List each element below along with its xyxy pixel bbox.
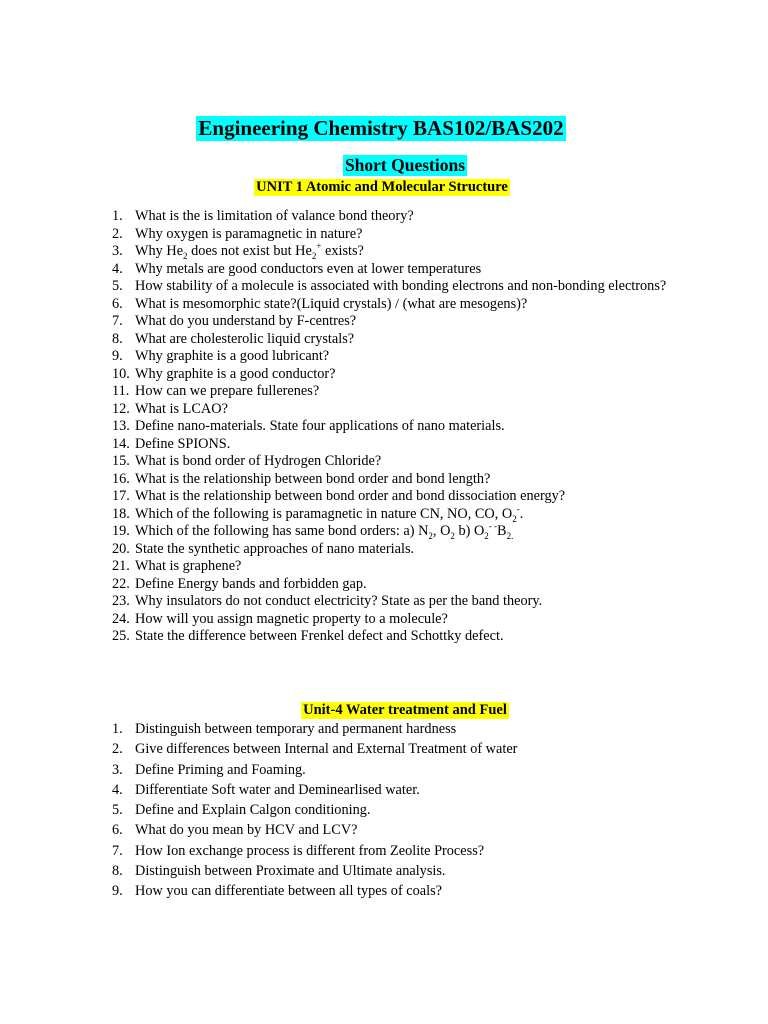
question-text: Give differences between Internal and External Treatment of water bbox=[135, 741, 518, 758]
question-text-part: B bbox=[497, 523, 507, 539]
document-title: Engineering Chemistry BAS102/BAS202 bbox=[198, 116, 564, 140]
unit4-question-list bbox=[112, 719, 672, 902]
question-item bbox=[112, 278, 672, 296]
question-text: What is mesomorphic state?(Liquid crystals) / (what are mesogens)? bbox=[135, 295, 528, 312]
question-text: How can we prepare fullerenes? bbox=[135, 383, 320, 399]
question-number: 18. bbox=[112, 505, 130, 522]
question-text: What is bond order of Hydrogen Chloride? bbox=[135, 453, 382, 469]
question-text: Why graphite is a good conductor? bbox=[135, 365, 336, 382]
question-text-part: Why He bbox=[135, 243, 184, 259]
question-text-part: Which of the following is paramagnetic in nature CN, NO, CO, O bbox=[135, 505, 513, 522]
superscript-text: - - bbox=[488, 521, 498, 532]
question-item bbox=[112, 576, 672, 594]
question-number: 12. bbox=[112, 400, 130, 417]
question-number: 1. bbox=[112, 721, 123, 737]
question-item bbox=[112, 226, 672, 244]
subscript-text: 2 bbox=[311, 250, 317, 261]
question-item bbox=[112, 541, 672, 559]
question-item bbox=[112, 503, 672, 524]
question-text: What do you understand by F-centres? bbox=[135, 313, 357, 329]
question-number: 10. bbox=[112, 365, 130, 382]
question-text: Define SPIONS. bbox=[135, 435, 231, 452]
question-text: What is the relationship between bond order and bond length? bbox=[135, 470, 491, 487]
question-text-part: Which of the following has same bond orders: a) N bbox=[135, 523, 429, 539]
question-number: 8. bbox=[112, 863, 123, 880]
question-item bbox=[112, 611, 672, 629]
question-number: 22. bbox=[112, 575, 130, 592]
subscript-text: 2 bbox=[512, 513, 517, 524]
question-number: 16. bbox=[112, 470, 130, 487]
question-item bbox=[112, 383, 672, 401]
question-number: 2. bbox=[112, 225, 123, 242]
question-text: State the synthetic approaches of nano materials. bbox=[135, 540, 415, 557]
question-item bbox=[112, 780, 672, 800]
document-subtitle: Short Questions bbox=[344, 155, 466, 175]
question-item bbox=[112, 719, 672, 739]
question-item bbox=[112, 628, 672, 646]
question-item bbox=[112, 861, 672, 881]
question-number: 25. bbox=[112, 628, 130, 644]
question-number: 9. bbox=[112, 348, 123, 364]
question-item bbox=[112, 261, 672, 279]
question-text: Define nano-materials. State four applications of nano materials. bbox=[135, 418, 505, 434]
question-text: How stability of a molecule is associated with bonding electrons and non-bonding electrons? bbox=[135, 278, 667, 294]
question-number: 7. bbox=[112, 842, 123, 859]
question-text: Why graphite is a good lubricant? bbox=[135, 348, 330, 364]
question-item bbox=[112, 331, 672, 349]
unit1-question-list bbox=[112, 208, 672, 646]
question-item bbox=[112, 418, 672, 436]
question-number: 1. bbox=[112, 208, 123, 224]
question-item bbox=[112, 593, 672, 611]
question-item bbox=[112, 453, 672, 471]
question-text: Why insulators do not conduct electricity? State as per the band theory. bbox=[135, 593, 543, 609]
question-number: 23. bbox=[112, 593, 130, 609]
question-item bbox=[112, 366, 672, 384]
question-text-part: does not exist but He bbox=[187, 243, 312, 259]
subscript-text: 2. bbox=[506, 530, 514, 541]
question-number: 9. bbox=[112, 883, 123, 900]
question-text bbox=[135, 243, 364, 259]
question-text: What is the relationship between bond order and bond dissociation energy? bbox=[135, 488, 566, 504]
question-item bbox=[112, 800, 672, 820]
question-text: How will you assign magnetic property to a molecule? bbox=[135, 610, 448, 627]
question-number: 15. bbox=[112, 453, 130, 469]
question-item bbox=[112, 243, 672, 261]
question-number: 14. bbox=[112, 435, 130, 452]
question-text-part: , O bbox=[432, 523, 451, 539]
question-number: 5. bbox=[112, 802, 123, 819]
question-number: 3. bbox=[112, 243, 123, 259]
question-item bbox=[112, 313, 672, 331]
question-text: Define Energy bands and forbidden gap. bbox=[135, 575, 367, 592]
question-number: 6. bbox=[112, 295, 123, 312]
question-number: 21. bbox=[112, 558, 130, 574]
question-text: Define Priming and Foaming. bbox=[135, 761, 306, 778]
question-number: 19. bbox=[112, 523, 130, 539]
question-item bbox=[112, 296, 672, 314]
question-item bbox=[112, 471, 672, 489]
unit1-heading: UNIT 1 Atomic and Molecular Structure bbox=[256, 179, 508, 195]
question-item bbox=[112, 820, 672, 840]
question-text: What do you mean by HCV and LCV? bbox=[135, 822, 358, 839]
question-number: 17. bbox=[112, 488, 130, 504]
question-text: What are cholesterolic liquid crystals? bbox=[135, 330, 355, 347]
question-number: 5. bbox=[112, 278, 123, 294]
question-number: 20. bbox=[112, 540, 130, 557]
subscript-text: 2 bbox=[183, 250, 188, 261]
question-number: 2. bbox=[112, 741, 123, 758]
title-container bbox=[0, 116, 768, 141]
question-item bbox=[112, 881, 672, 901]
subscript-text: 2 bbox=[484, 530, 489, 541]
question-number: 24. bbox=[112, 610, 130, 627]
question-item bbox=[112, 488, 672, 506]
unit1-heading-container bbox=[0, 178, 768, 196]
question-text: Why metals are good conductors even at lower temperatures bbox=[135, 260, 482, 277]
question-number: 7. bbox=[112, 313, 123, 329]
question-item bbox=[112, 401, 672, 419]
question-number: 3. bbox=[112, 761, 123, 778]
question-text-part: b) O bbox=[454, 523, 485, 539]
question-text: What is graphene? bbox=[135, 558, 242, 574]
unit4-heading-container bbox=[0, 701, 768, 719]
question-item bbox=[112, 841, 672, 861]
superscript-text: - bbox=[516, 503, 520, 514]
question-number: 11. bbox=[112, 383, 130, 399]
question-number: 13. bbox=[112, 418, 130, 434]
question-number: 8. bbox=[112, 330, 123, 347]
question-text-part: exists? bbox=[321, 243, 364, 259]
question-text: How Ion exchange process is different from Zeolite Process? bbox=[135, 842, 485, 859]
superscript-text: + bbox=[316, 241, 322, 252]
question-item bbox=[112, 760, 672, 780]
question-item bbox=[112, 348, 672, 366]
question-text: How you can differentiate between all types of coals? bbox=[135, 883, 442, 900]
question-text: Why oxygen is paramagnetic in nature? bbox=[135, 225, 363, 242]
question-text: Define and Explain Calgon conditioning. bbox=[135, 802, 371, 819]
question-text: State the difference between Frenkel defect and Schottky defect. bbox=[135, 628, 504, 644]
question-text: Distinguish between temporary and permanent hardness bbox=[135, 721, 457, 737]
question-item bbox=[112, 436, 672, 454]
question-item bbox=[112, 208, 672, 226]
question-item bbox=[112, 558, 672, 576]
question-item bbox=[112, 739, 672, 759]
question-item bbox=[112, 523, 672, 541]
subscript-text: 2 bbox=[450, 530, 455, 541]
question-text bbox=[135, 523, 513, 539]
question-text: What is LCAO? bbox=[135, 400, 228, 417]
question-text: What is the is limitation of valance bond theory? bbox=[135, 208, 414, 224]
unit4-heading: Unit-4 Water treatment and Fuel bbox=[303, 702, 507, 718]
question-number: 6. bbox=[112, 822, 123, 839]
question-text: Distinguish between Proximate and Ultimate analysis. bbox=[135, 863, 446, 880]
subscript-text: 2 bbox=[428, 530, 433, 541]
question-text: Differentiate Soft water and Deminearlised water. bbox=[135, 781, 420, 798]
question-number: 4. bbox=[112, 260, 123, 277]
subtitle-container bbox=[0, 155, 768, 176]
question-number: 4. bbox=[112, 781, 123, 798]
question-text-part: . bbox=[519, 505, 524, 522]
question-text bbox=[135, 503, 524, 524]
